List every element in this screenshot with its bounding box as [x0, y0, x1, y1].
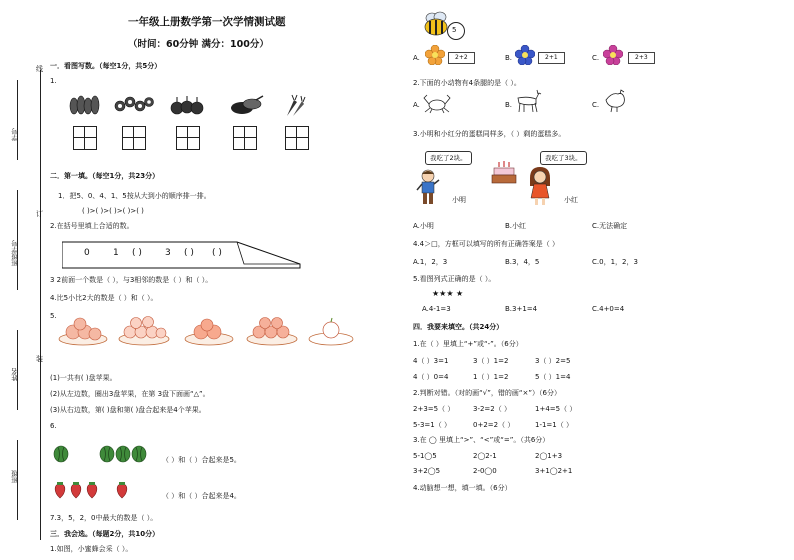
fill4-q2: 2.判断对错。（对的画“√”，错的画“×”）（6分）	[413, 389, 561, 397]
choice-q3: 3.小明和小红分的蛋糕同样多，（ ）剩的蛋糕多。	[413, 130, 566, 138]
crab-icon	[422, 92, 452, 118]
choice-q2-c[interactable]: C.	[592, 101, 600, 109]
answer-box-1[interactable]	[73, 126, 97, 150]
section-2-heading: 二．第一填。（每空1分，共23分）	[50, 172, 160, 180]
choice-q5-a[interactable]: A.4-1=3	[422, 305, 451, 313]
flower-a-label: 2+2	[448, 52, 475, 64]
margin-label-student-no: 学号	[11, 128, 19, 141]
fill4-q1-r1c3[interactable]: 3（ ）2=5	[535, 357, 571, 365]
flower-a-letter[interactable]: A.	[413, 54, 420, 62]
fill4-q4: 4.动脑想一想，填一填。（6分）	[413, 484, 512, 492]
choice-q2-a[interactable]: A.	[413, 101, 420, 109]
fill4-q2-r1c2[interactable]: 3-2=2（ ）	[473, 405, 511, 413]
fill-q7: 7.3，5，2，0中最大的数是（ ）。	[50, 514, 158, 522]
bee-icon	[420, 10, 452, 40]
ruler-blank-3[interactable]: ( )	[212, 248, 222, 258]
margin-label-class-no: 班级学号	[11, 240, 19, 266]
fill-q1-blanks[interactable]: ( )>( )>( )>( )>( )	[82, 207, 144, 215]
choice-q3-b[interactable]: B.小红	[505, 222, 527, 230]
fill4-q1-r1c1[interactable]: 4（ ）3=1	[413, 357, 449, 365]
flower-b-icon	[515, 45, 535, 69]
bee-number: 5	[452, 26, 457, 34]
choice-q4-b[interactable]: B.3，4，5	[505, 258, 540, 266]
fill4-q2-r2c3[interactable]: 1-1=1（ ）	[535, 421, 573, 429]
vegetable-group-5	[284, 94, 306, 122]
name-xiaohong: 小红	[564, 196, 578, 204]
fill4-q3-r1c3[interactable]: 2◯1+3	[535, 452, 563, 460]
answer-box-2[interactable]	[122, 126, 146, 150]
star-picture: ★★★ ★	[432, 289, 464, 298]
choice-q4: 4.4＞□，方框可以填写的所有正确答案是（ ）	[413, 240, 559, 248]
strawberry-group	[52, 480, 132, 504]
fill4-q1-r1c2[interactable]: 3（ ）1=2	[473, 357, 509, 365]
vegetable-group-1	[68, 92, 100, 122]
section-3-heading: 三．我会选。（每题2分，共10分）	[50, 530, 160, 538]
apple-plate-3[interactable]	[184, 316, 234, 350]
fill-q4: 4.比5小比2大的数是（ ）和（ ）。	[50, 294, 158, 302]
margin-label-name: 姓名	[11, 368, 19, 381]
fill-q1: 1．把5、0、4、1、5按从大到小的顺序排一排。	[58, 192, 211, 200]
name-xiaoming: 小明	[452, 196, 466, 204]
boy-icon	[414, 168, 442, 210]
fill4-q2-r1c3[interactable]: 1+4=5（ ）	[535, 405, 577, 413]
speech-bubble-right: 我吃了3块。	[540, 151, 587, 165]
vegetable-group-3	[170, 94, 204, 120]
ruler-0: 0	[84, 248, 90, 258]
fill-q5-part1: (1)一共有( )盘苹果。	[50, 374, 117, 382]
choice-q5: 5.看图列式正确的是（ ）。	[413, 275, 496, 283]
page-subtitle: （时间：60分钟 满分：100分）	[128, 39, 269, 50]
page-title: 一年级上册数学第一次学情测试题	[128, 16, 286, 28]
margin-mark-1: 线	[36, 65, 43, 73]
fill4-q1: 1.在（ ）里填上“+”或“-”。（6分）	[413, 340, 523, 348]
fill4-q2-r2c1[interactable]: 5-3=1（ ）	[413, 421, 451, 429]
ruler-1: 1	[113, 248, 119, 258]
q1-number: 1.	[50, 77, 57, 85]
margin-mark-2: 订	[36, 210, 43, 218]
fill4-q2-r1c1[interactable]: 2+3=5（ ）	[413, 405, 455, 413]
vegetable-group-4	[230, 94, 264, 120]
fill-q6: 6.	[50, 422, 57, 430]
fill-q5-part3: (3)从右边数，第( )盘和第( )盘合起来是4个苹果。	[50, 406, 206, 414]
fill4-q1-r2c2[interactable]: 1（ ）1=2	[473, 373, 509, 381]
choice-q3-c[interactable]: C.无法确定	[592, 222, 628, 230]
choice-q4-c[interactable]: C.0，1，2，3	[592, 258, 638, 266]
choice-q2: 2.下面的小动物有4条腿的是（ ）。	[413, 79, 521, 87]
fill4-q3-r2c3[interactable]: 3+1◯2+1	[535, 467, 573, 475]
ruler-3: 3	[165, 248, 171, 258]
fill-q5: 5.	[50, 312, 57, 320]
apple-plate-4[interactable]	[246, 312, 298, 350]
deer-icon	[512, 88, 542, 118]
flower-c-label: 2+3	[628, 52, 655, 64]
flower-a-icon	[425, 45, 445, 69]
fill4-q3: 3.在 ◯ 里填上“>”、“<”或“=”。（共6分）	[413, 436, 550, 444]
choice-q4-a[interactable]: A.1，2，3	[413, 258, 448, 266]
flower-b-label: 2+1	[538, 52, 565, 64]
apple-plate-1[interactable]	[58, 314, 108, 350]
fill4-q1-r2c1[interactable]: 4（ ）0=4	[413, 373, 449, 381]
choice-q3-a[interactable]: A.小明	[413, 222, 434, 230]
margin-mark-3: 装	[36, 355, 43, 363]
fill4-q2-r2c2[interactable]: 0+2=2（ ）	[473, 421, 515, 429]
answer-box-5[interactable]	[285, 126, 309, 150]
apple-plate-2[interactable]	[118, 312, 170, 350]
flower-c-letter[interactable]: C.	[592, 54, 600, 62]
choice-q2-b[interactable]: B.	[505, 101, 513, 109]
flower-b-letter[interactable]: B.	[505, 54, 513, 62]
fill4-q1-r2c3[interactable]: 5（ ）1=4	[535, 373, 571, 381]
flower-c-icon	[603, 45, 623, 69]
answer-box-4[interactable]	[233, 126, 257, 150]
section-1-heading: 一．看图写数。（每空1分，共5分）	[50, 62, 162, 70]
fill4-q3-r2c1[interactable]: 3+2◯5	[413, 467, 441, 475]
vegetable-group-2	[114, 94, 154, 120]
ruler-blank-1[interactable]: ( )	[132, 248, 142, 258]
choice-q5-b[interactable]: B.3+1=4	[505, 305, 538, 313]
margin-label-class: 班级	[11, 470, 19, 483]
fill-q3: 3 2前面一个数是（ ），与3相邻的数是（ ）和（ ）。	[50, 276, 213, 284]
fill-q6-line1: （ ）和（ ）合起来是5。	[162, 456, 241, 464]
girl-icon	[524, 166, 556, 210]
apple-plate-5[interactable]	[308, 314, 354, 350]
fill4-q3-r1c2[interactable]: 2◯2-1	[473, 452, 497, 460]
fill4-q3-r2c2[interactable]: 2-0◯0	[473, 467, 497, 475]
number-ruler	[62, 240, 302, 274]
answer-box-3[interactable]	[176, 126, 200, 150]
choice-q5-c[interactable]: C.4+0=4	[592, 305, 625, 313]
watermelon-group	[52, 444, 162, 468]
fill-q2: 2.在括号里填上合适的数。	[50, 222, 134, 230]
fill-q6-line2: （ ）和（ ）合起来是4。	[162, 492, 241, 500]
speech-bubble-left: 我吃了2块。	[425, 151, 472, 165]
ruler-blank-2[interactable]: ( )	[184, 248, 194, 258]
margin-line-1	[17, 80, 18, 160]
cake-icon	[490, 160, 518, 190]
section-4-heading: 四．我要来填空。（共24分）	[413, 323, 504, 331]
fill-q5-part2: (2)从左边数，圈出3盘苹果，在第 3盘下面画“△”。	[50, 390, 210, 398]
fill4-q3-r1c1[interactable]: 5-1◯5	[413, 452, 437, 460]
binding-line	[40, 70, 41, 540]
choice-q1: 1.如图，小蜜蜂会采（ ）。	[50, 545, 133, 553]
hen-icon	[600, 88, 630, 118]
